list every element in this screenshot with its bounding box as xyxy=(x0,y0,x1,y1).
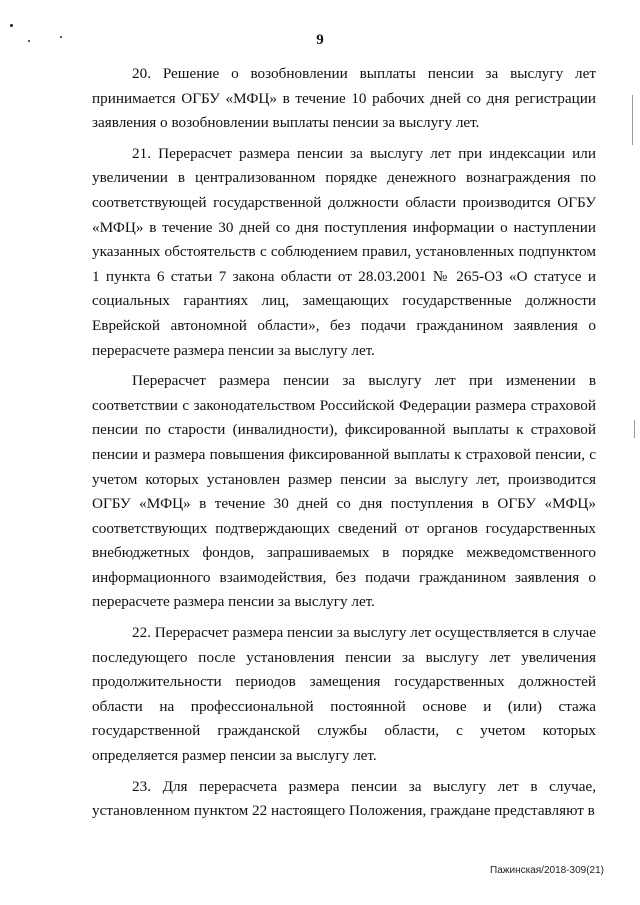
paragraph-21-continued: Перерасчет размера пенсии за выслугу лет при изменении в соответствии с законодательством Российской Федерации размера страховой пенсии по старости (инвалидности), фиксированной выплаты к страховой пенсии и размера повышения фиксированной выплаты к страховой пенсии, с учетом которых установлен размер пенсии за выслугу лет, производится ОГБУ «МФЦ» в течение 30 дней со дня поступления в ОГБУ «МФЦ» соответствующих подтверждающих сведений от органов государственных внебюджетных фондов, запрашиваемых в порядке межведомственного информационного взаимодействия, без подачи гражданином заявления о перерасчете размера пенсии за выслугу лет. xyxy=(92,372,596,611)
paragraph-23: 23. Для перерасчета размера пенсии за выслугу лет в случае, установленном пунктом 22 настоящего Положения, граждане представляют в xyxy=(92,777,596,820)
paragraph-20: 20. Решение о возобновлении выплаты пенсии за выслугу лет принимается ОГБУ «МФЦ» в течение 10 рабочих дней со дня регистрации заявления о возобновлении выплаты пенсии за выслугу лет. xyxy=(92,65,596,132)
paragraph-22: 22. Перерасчет размера пенсии за выслугу лет осуществляется в случае последующего после установления пенсии за выслугу лет увеличения продолжительности периодов замещения государственных должностей области на профессиональной постоянной основе и (или) стажа государственной гражданской службы области, с учетом которых определяется размер пенсии за выслугу лет. xyxy=(92,624,596,765)
document-body xyxy=(92,62,596,824)
paragraph-21: 21. Перерасчет размера пенсии за выслугу лет при индексации или увеличении в централизованном порядке денежного вознаграждения по соответствующей государственной должности области производится ОГБУ «МФЦ» в течение 30 дней со дня поступления информации о наступлении указанных обстоятельств с соблюдением правил, установленных подпунктом 1 пункта 6 статьи 7 закона области от 28.03.2001 № 265-ОЗ «О статусе и социальных гарантиях лиц, замещающих государственные должности Еврейской автономной области», без подачи гражданином заявления о перерасчете размера пенсии за выслугу лет. xyxy=(92,144,596,359)
scan-speck xyxy=(10,24,13,27)
page-number: 9 xyxy=(316,32,324,48)
document-footer-code: Пажинская/2018-309(21) xyxy=(490,865,604,876)
scan-edge-mark xyxy=(634,420,635,438)
scan-edge-mark xyxy=(632,95,633,145)
